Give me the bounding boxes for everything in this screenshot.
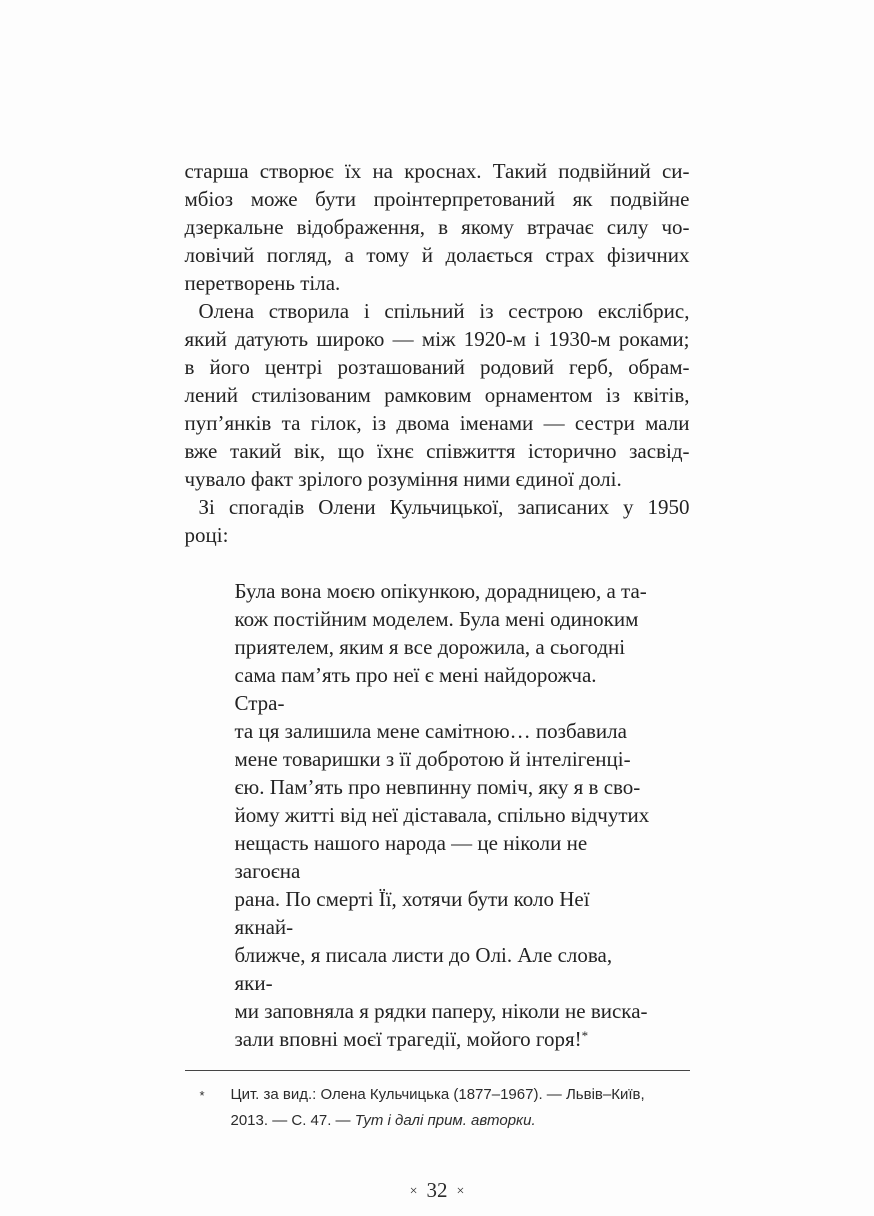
text-line: перетворень тіла.: [184, 271, 341, 295]
text-line: сама пам’ять про неї є мені найдорожча. Стра-: [234, 663, 597, 715]
text-line: мене товаришки з її добротою й інтелігенці-: [234, 747, 631, 771]
footnote: [185, 1082, 690, 1134]
text-line: ближче, я писала листи до Олі. Але слова, яки-: [234, 943, 613, 995]
text-line: пуп’янків та гілок, із двома іменами — сестри мали: [184, 411, 690, 435]
text-line: [235, 1025, 650, 1053]
page-number-ornament: ×: [409, 1184, 418, 1199]
paragraph: [185, 297, 690, 493]
page-number-value: 32: [426, 1178, 448, 1202]
text-line: в його центрі розташований родовий герб, обрам-: [184, 355, 690, 379]
paragraph: [185, 493, 690, 549]
footnote-line: Цит. за вид.: Олена Кульчицька (1877–1967). — Львів–Київ,: [230, 1086, 645, 1103]
text-line: єю. Пам’ять про невпинну поміч, яку я в сво-: [234, 775, 641, 799]
text-line: році:: [184, 523, 229, 547]
blockquote-last-line: зали вповні моєї трагедії, мойого горя!: [234, 1027, 582, 1051]
text-line: ми заповняла я рядки паперу, ніколи не виска-: [234, 999, 648, 1023]
text-line: приятелем, яким я все дорожила, а сьогодні: [234, 635, 626, 659]
text-line: старша створює їх на кроснах. Такий подвійний си-: [184, 159, 690, 183]
footnote-text: [231, 1082, 690, 1134]
text-line: йому житті від неї діставала, спільно відчутих: [234, 803, 650, 827]
page-number: [185, 1176, 690, 1208]
text-line: Була вона моєю опікункою, дорадницею, а та-: [234, 579, 647, 603]
text-line: вже такий вік, що їхнє співжиття історично засвід-: [184, 439, 690, 463]
text-line: лений стилізованим рамковим орнаментом із квітів,: [184, 383, 690, 407]
page-number-ornament: ×: [456, 1184, 465, 1199]
text-line: який датують широко — між 1920-м і 1930-м роками;: [184, 327, 690, 351]
paragraph: [185, 157, 690, 297]
blockquote: [235, 577, 650, 1053]
text-line: кож постійним моделем. Була мені одиноким: [234, 607, 639, 631]
text-line: ловічий погляд, а тому й долається страх фізичних: [184, 243, 690, 267]
text-line: дзеркальне відображення, в якому втрачає силу чо-: [184, 215, 690, 239]
footnote-line: [231, 1108, 690, 1134]
text-line: мбіоз може бути проінтерпретований як подвійне: [184, 187, 690, 211]
footnote-reference-asterisk: *: [581, 1028, 589, 1043]
blockquote-lines: [235, 577, 650, 1025]
text-line: чувало факт зрілого розуміння ними єдиної долі.: [184, 467, 622, 491]
text-block: [185, 0, 690, 1208]
text-line: Зі спогадів Олени Кульчицької, записаних у 1950: [198, 495, 690, 519]
text-line: нещасть нашого народа — це ніколи не загоєна: [234, 831, 588, 883]
footnote-divider: [185, 1070, 690, 1071]
text-line: Олена створила і спільний із сестрою екслібрис,: [198, 299, 690, 323]
footnote-marker: *: [199, 1088, 205, 1103]
footnote-citation: 2013. — С. 47. —: [230, 1112, 355, 1129]
text-line: рана. По смерті Її, хотячи бути коло Неї якнай-: [234, 887, 590, 939]
footnote-author-note: Тут і далі прим. авторки.: [354, 1112, 536, 1129]
text-line: та ця залишила мене самітною… позбавила: [234, 719, 627, 743]
